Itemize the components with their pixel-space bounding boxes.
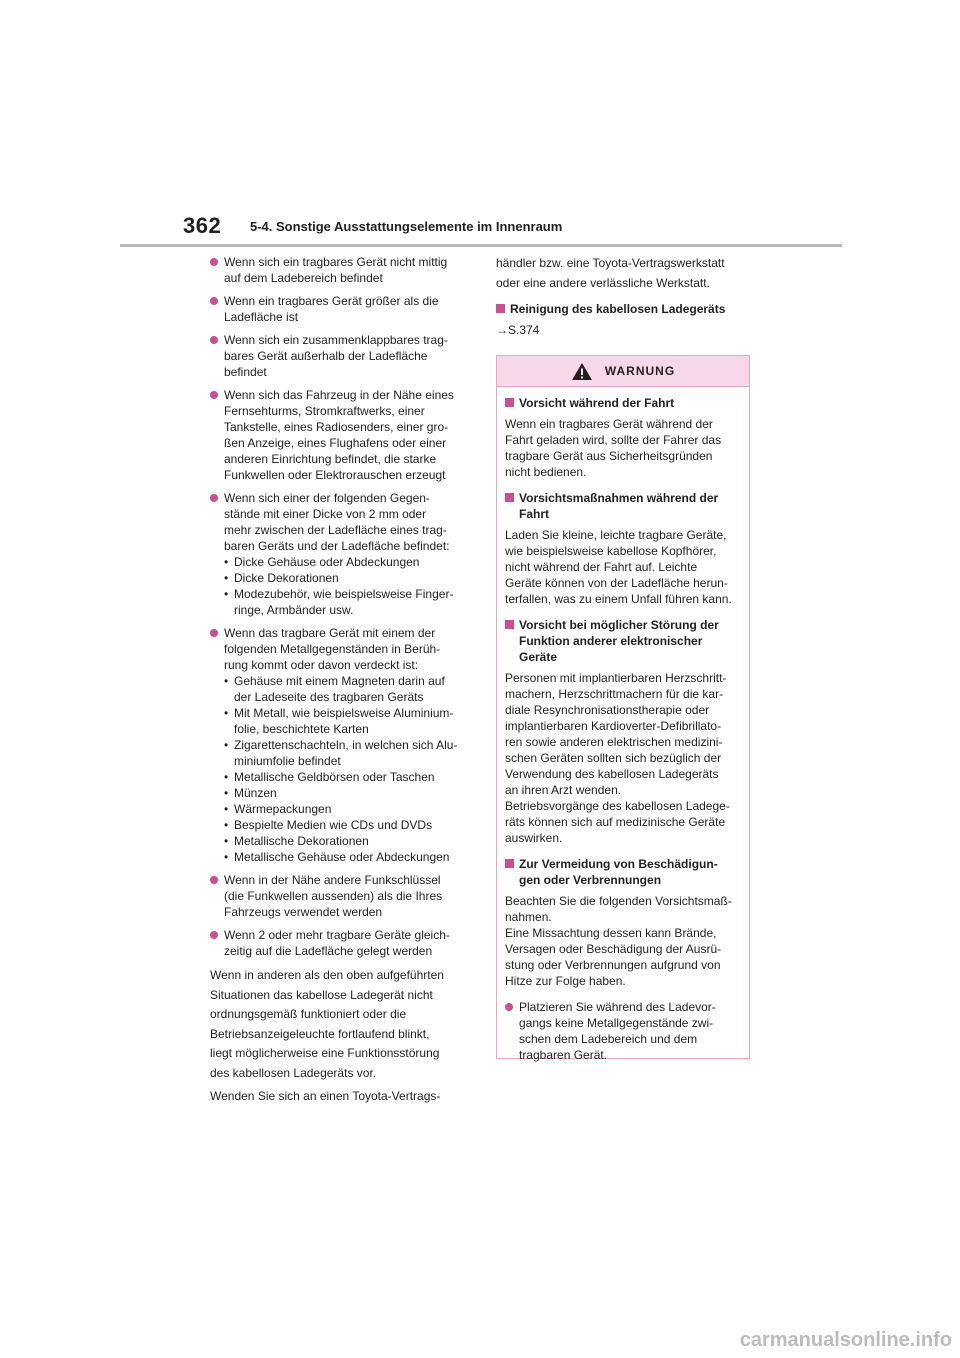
text-line: stung oder Verbrennungen aufgrund von: [505, 958, 721, 972]
text-line: Wenn in der Nähe andere Funkschlüssel: [224, 873, 441, 887]
text-line: ßen Anzeige, eines Flughafens oder einer: [224, 436, 447, 450]
text-line: wie beispielsweise kabellose Kopfhörer,: [505, 544, 717, 558]
bullet-item: [210, 927, 472, 959]
small-bullet-icon: •: [224, 571, 229, 585]
circle-bullet-icon: [505, 1003, 513, 1011]
square-bullet-icon: [505, 493, 514, 502]
small-bullet-icon: •: [224, 786, 229, 800]
text-line: Wenn sich ein zusammenklappbares trag-: [224, 333, 448, 347]
square-bullet-icon: [505, 620, 514, 629]
sub-bullet-text: [234, 833, 472, 849]
text-line: Beachten Sie die folgenden Vorsichtsmaß-: [505, 894, 732, 908]
text-line: ren sowie anderen elektrischen medizini-: [505, 735, 723, 749]
small-bullet-icon: •: [224, 738, 229, 752]
text-line: ringe, Armbänder usw.: [234, 603, 354, 617]
text-line: Zur Vermeidung von Beschädigun-: [519, 857, 718, 871]
text-line: Wenn das tragbare Gerät mit einem der: [224, 626, 436, 640]
sub-bullet-text: [234, 705, 472, 737]
continuation-text: [496, 254, 752, 293]
sub-bullet-item: [224, 586, 472, 618]
text-line: Fahrt geladen wird, sollte der Fahrer das: [505, 433, 722, 447]
text-line: schen dem Ladebereich und dem: [519, 1032, 698, 1046]
text-line: anderen Einrichtung befindet, die starke: [224, 452, 437, 466]
square-bullet-icon: [505, 859, 514, 868]
bullet-text: [224, 387, 472, 483]
contact-paragraph: [210, 1087, 472, 1107]
sub-bullet-text: [234, 586, 472, 618]
small-bullet-icon: •: [224, 850, 229, 864]
text-line: Platzieren Sie während des Ladevor-: [519, 1000, 716, 1014]
text-line: Wenn ein tragbares Gerät größer als die: [224, 294, 439, 308]
sub-bullet-item: [224, 673, 472, 705]
right-column: [496, 254, 752, 352]
header-rule: [120, 244, 842, 247]
sub-bullet-item: [224, 705, 472, 737]
text-line: des kabellosen Ladegeräts vor.: [210, 1065, 377, 1080]
text-line: Vorsichtsmaßnahmen während der: [519, 491, 719, 505]
text-line: gangs keine Metallgegenstände zwi-: [519, 1016, 714, 1030]
text-line: zeitig auf die Ladefläche gelegt werden: [224, 944, 433, 958]
circle-bullet-icon: [210, 629, 218, 637]
bullet-text: [224, 625, 472, 865]
text-line: implantierbaren Kardioverter-Defibrillato-: [505, 719, 722, 733]
bullet-text: [224, 872, 472, 920]
bullet-text: [224, 293, 472, 325]
chapter-title: 5-4. Sonstige Ausstattungselemente im Innenraum: [250, 219, 563, 234]
text-line: Wenn 2 oder mehr tragbare Geräte gleich-: [224, 928, 450, 942]
sub-bullet-text: [234, 785, 472, 801]
small-bullet-icon: •: [224, 770, 229, 784]
cleaning-page-reference[interactable]: →S.374: [496, 323, 540, 337]
text-line: terfallen, was zu einem Unfall führen kann.: [505, 592, 732, 606]
circle-bullet-icon: [210, 297, 218, 305]
text-line: machern, Herzschrittmachern für die kar-: [505, 687, 724, 701]
text-line: der Ladeseite des tragbaren Geräts: [234, 690, 424, 704]
bullet-item: [210, 490, 472, 618]
circle-bullet-icon: [210, 258, 218, 266]
text-line: Funkwellen oder Elektrorauschen erzeugt: [224, 468, 446, 482]
sub-bullet-item: [224, 785, 472, 801]
page-header: [0, 0, 960, 250]
warning-section-heading: [505, 395, 741, 411]
small-bullet-icon: •: [224, 834, 229, 848]
sub-bullet-item: [224, 833, 472, 849]
warning-bullet-text: [519, 999, 716, 1063]
sub-bullet-text: [234, 737, 472, 769]
warning-title: WARNUNG: [604, 364, 676, 378]
bullet-item: [210, 293, 472, 325]
small-bullet-icon: •: [224, 818, 229, 832]
warning-bullet-item: [505, 999, 741, 1063]
text-line: Dicke Dekorationen: [234, 571, 339, 585]
square-bullet-icon: [496, 304, 505, 313]
text-line: Wenn ein tragbares Gerät während der: [505, 417, 713, 431]
text-line: Metallische Geldbörsen oder Taschen: [234, 770, 435, 784]
watermark: carmanualsonline.info: [739, 1329, 952, 1351]
sub-bullet-text: [234, 570, 472, 586]
text-line: Wenn sich ein tragbares Gerät nicht mittig: [224, 255, 448, 269]
bullet-text: [224, 254, 472, 286]
warning-paragraph: [505, 670, 741, 846]
warning-box: [496, 355, 750, 1062]
text-line: stände mit einer Dicke von 2 mm oder: [224, 507, 427, 521]
circle-bullet-icon: [210, 391, 218, 399]
warning-title-bar: [497, 356, 749, 387]
text-line: händler bzw. eine Toyota-Vertragswerkstatt: [496, 256, 725, 270]
bullet-item: [210, 332, 472, 380]
text-line: Metallische Gehäuse oder Abdeckungen: [234, 850, 450, 864]
sub-bullet-item: [224, 849, 472, 865]
text-line: Fernsehturms, Stromkraftwerks, einer: [224, 404, 425, 418]
text-line: Funktion anderer elektronischer: [519, 634, 703, 648]
text-line: auswirken.: [505, 831, 563, 845]
warning-triangle-icon: [571, 362, 593, 381]
text-line: schen Geräten sollten sich bezüglich der: [505, 751, 722, 765]
heading-text: [519, 856, 741, 888]
text-line: miniumfolie befindet: [234, 754, 341, 768]
text-line: ordnungsgemäß funktioniert oder die: [210, 1007, 407, 1021]
warning-content: [497, 387, 749, 1063]
left-column: [210, 254, 472, 1107]
text-line: Fahrt: [519, 507, 549, 521]
bullet-item: [210, 387, 472, 483]
sub-bullet-item: [224, 570, 472, 586]
warning-paragraph: [505, 416, 741, 480]
text-line: baren Geräts und der Ladefläche befindet:: [224, 539, 450, 553]
text-line: räts können sich auf medizinische Geräte: [505, 815, 726, 829]
text-line: nicht bedienen.: [505, 465, 587, 479]
text-line: Hitze zur Folge haben.: [505, 974, 626, 988]
small-bullet-icon: •: [224, 674, 229, 688]
small-bullet-icon: •: [224, 555, 229, 569]
text-line: bares Gerät außerhalb der Ladefläche: [224, 349, 428, 363]
sub-bullet-text: [234, 554, 472, 570]
text-line: auf dem Ladebereich befindet: [224, 271, 383, 285]
text-line: befindet: [224, 365, 267, 379]
text-line: Wenn sich einer der folgenden Gegen-: [224, 491, 430, 505]
circle-bullet-icon: [210, 931, 218, 939]
text-line: Wärmepackungen: [234, 802, 332, 816]
text-line: Bespielte Medien wie CDs und DVDs: [234, 818, 433, 832]
warning-section-heading: [505, 490, 741, 522]
text-line: an ihren Arzt wenden.: [505, 783, 622, 797]
bullet-item: [210, 254, 472, 286]
text-line: folie, beschichtete Karten: [234, 722, 369, 736]
circle-bullet-icon: [210, 876, 218, 884]
text-line: Wenden Sie sich an einen Toyota-Vertrags-: [210, 1089, 441, 1103]
text-line: Ladefläche ist: [224, 310, 299, 324]
bullet-text: [224, 490, 472, 618]
sub-bullet-item: [224, 737, 472, 769]
sub-bullet-item: [224, 801, 472, 817]
text-line: Eine Missachtung dessen kann Brände,: [505, 926, 717, 940]
cleaning-heading: Reinigung des kabellosen Ladegeräts: [496, 301, 752, 317]
small-bullet-icon: •: [224, 587, 229, 601]
text-line: Geräte: [519, 650, 558, 664]
sub-bullet-text: [234, 849, 472, 865]
text-line: Vorsicht bei möglicher Störung der: [519, 618, 719, 632]
text-line: gen oder Verbrennungen: [519, 873, 662, 887]
warning-section-heading: [505, 617, 741, 665]
page-number: 362: [183, 213, 222, 238]
text-line: Wenn in anderen als den oben aufgeführten: [210, 968, 444, 982]
text-line: Münzen: [234, 786, 277, 800]
bullet-item: [210, 872, 472, 920]
heading-text: [519, 617, 741, 665]
text-line: Metallische Dekorationen: [234, 834, 369, 848]
text-line: nicht während der Fahrt auf. Leichte: [505, 560, 698, 574]
sub-bullet-text: [234, 769, 472, 785]
square-bullet-icon: [505, 398, 514, 407]
text-line: liegt möglicherweise eine Funktionsstörung: [210, 1046, 440, 1060]
text-line: rung kommt oder davon verdeckt ist:: [224, 658, 419, 672]
sub-bullet-item: [224, 769, 472, 785]
sub-bullet-text: [234, 673, 472, 705]
text-line: (die Funkwellen aussenden) als die Ihres: [224, 889, 443, 903]
bullet-text: [224, 332, 472, 380]
sub-bullet-text: [234, 801, 472, 817]
text-line: Versagen oder Beschädigung der Ausrü-: [505, 942, 722, 956]
text-line: nahmen.: [505, 910, 552, 924]
warning-paragraph: [505, 527, 741, 607]
advice-paragraph: [210, 966, 472, 1083]
text-line: diale Resynchronisationstherapie oder: [505, 703, 710, 717]
text-line: Tankstelle, eines Radiosenders, einer gro-: [224, 420, 449, 434]
text-line: mehr zwischen der Ladefläche eines trag-: [224, 523, 447, 537]
heading-text: [519, 490, 741, 522]
warning-section-heading: [505, 856, 741, 888]
small-bullet-icon: •: [224, 706, 229, 720]
text-line: Vorsicht während der Fahrt: [519, 396, 675, 410]
text-line: Modezubehör, wie beispielsweise Finger-: [234, 587, 454, 601]
text-line: Geräte können von der Ladefläche herun-: [505, 576, 728, 590]
text-line: oder eine andere verlässliche Werkstatt.: [496, 275, 710, 290]
text-line: tragbaren Gerät.: [519, 1048, 608, 1062]
text-line: Zigarettenschachteln, in welchen sich Alu-: [234, 738, 458, 752]
text-line: Wenn sich das Fahrzeug in der Nähe eines: [224, 388, 454, 402]
text-line: Fahrzeugs verwendet werden: [224, 905, 383, 919]
circle-bullet-icon: [210, 494, 218, 502]
sub-bullet-text: [234, 817, 472, 833]
text-line: Dicke Gehäuse oder Abdeckungen: [234, 555, 420, 569]
bullet-text: [224, 927, 472, 959]
circle-bullet-icon: [210, 336, 218, 344]
text-line: Situationen das kabellose Ladegerät nicht: [210, 987, 433, 1002]
warning-paragraph: [505, 893, 741, 989]
sub-bullet-item: [224, 817, 472, 833]
text-line: Betriebsvorgänge des kabellosen Ladege-: [505, 799, 730, 813]
sub-bullet-item: [224, 554, 472, 570]
text-line: tragbare Gerät aus Sicherheitsgründen: [505, 449, 713, 463]
text-line: Personen mit implantierbaren Herzschritt-: [505, 671, 727, 685]
bullet-item: [210, 625, 472, 865]
text-line: Mit Metall, wie beispielsweise Aluminium-: [234, 706, 454, 720]
heading-text: [519, 395, 741, 411]
text-line: Laden Sie kleine, leichte tragbare Geräte,: [505, 528, 727, 542]
text-line: Gehäuse mit einem Magneten darin auf: [234, 674, 445, 688]
text-line: Verwendung des kabellosen Ladegeräts: [505, 767, 719, 781]
text-line: folgenden Metallgegenständen in Berüh-: [224, 642, 441, 656]
small-bullet-icon: •: [224, 802, 229, 816]
text-line: Betriebsanzeigeleuchte fortlaufend blinkt,: [210, 1026, 430, 1041]
